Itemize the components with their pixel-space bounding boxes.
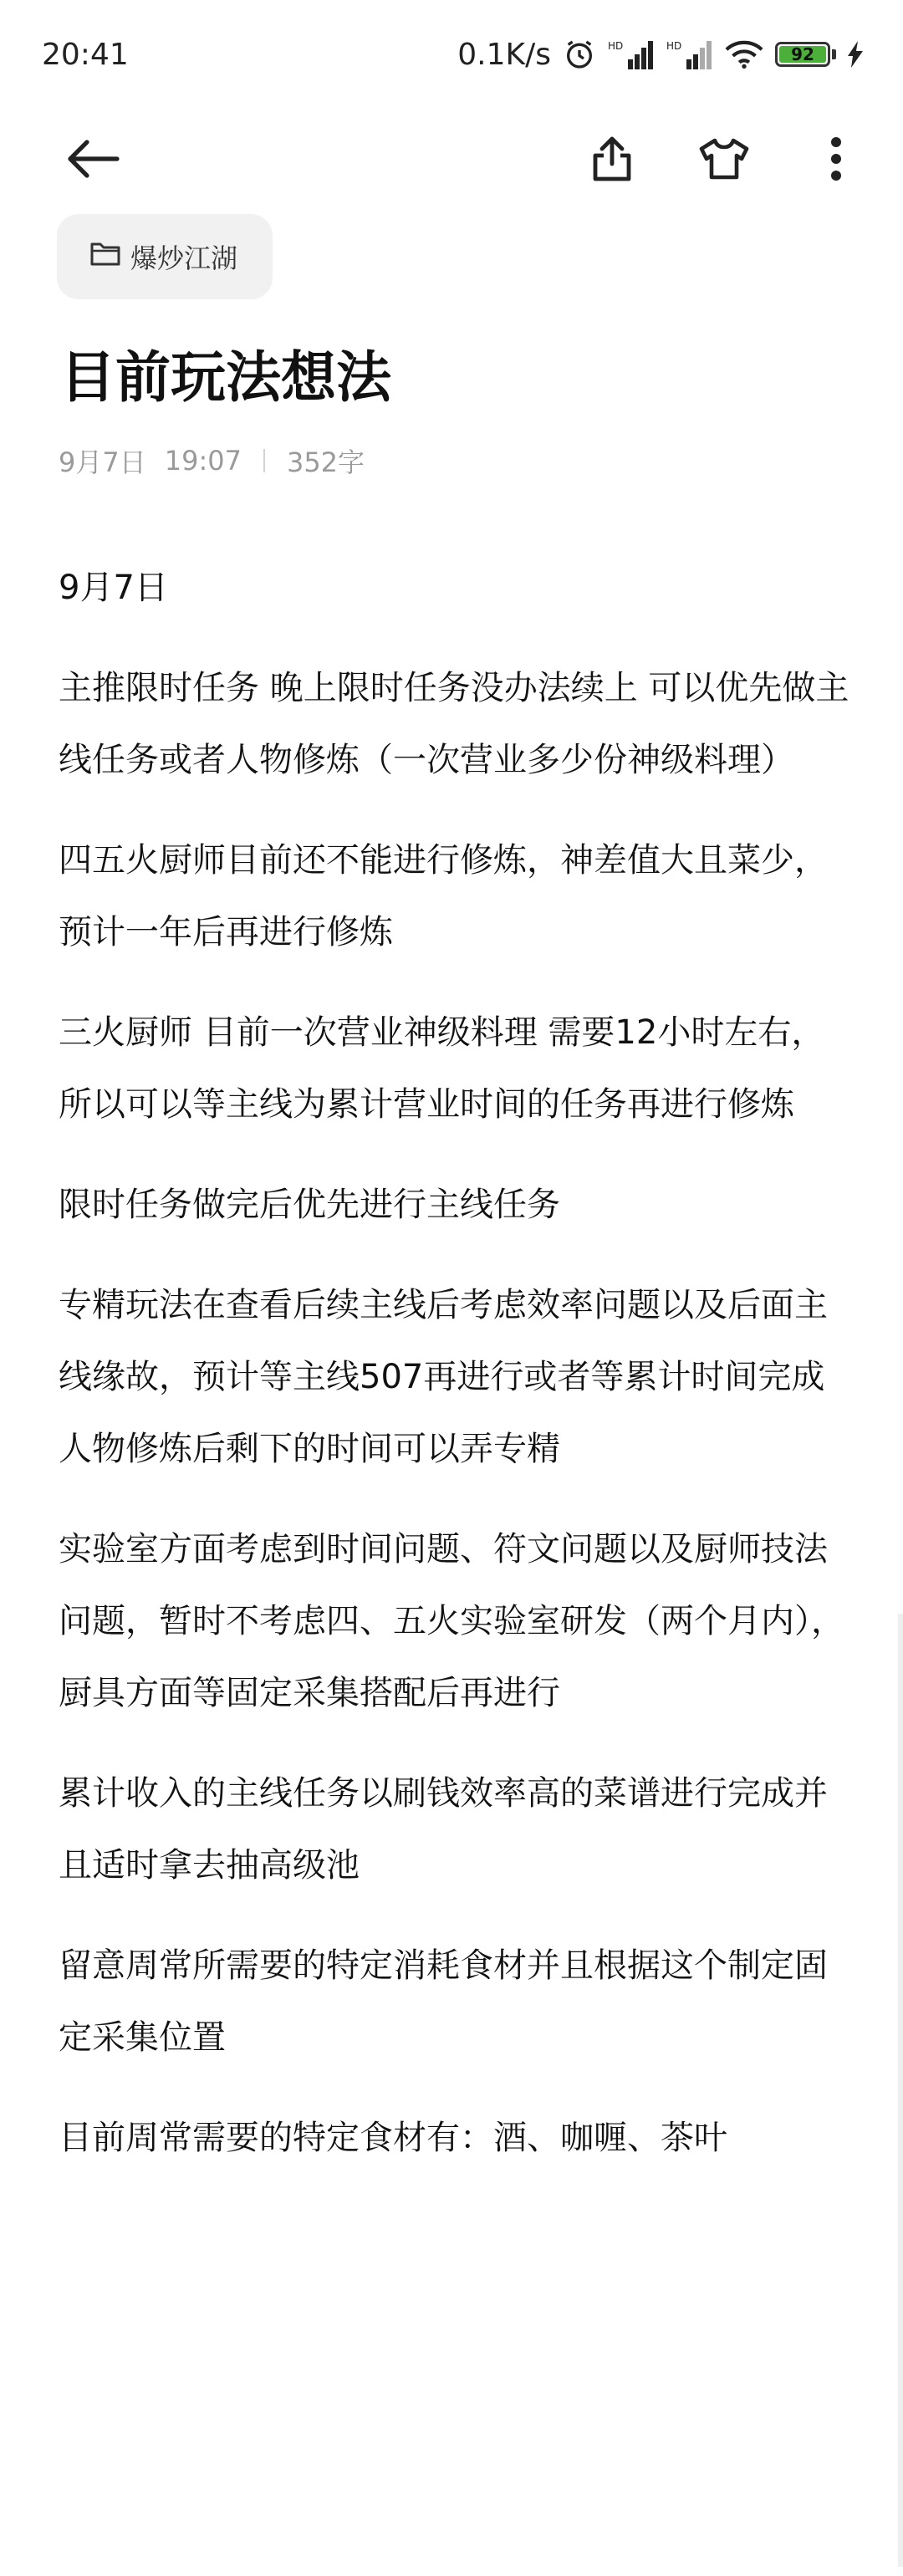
folder-icon [90,241,120,273]
note-date: 9月7日 [59,446,146,478]
svg-text:HD: HD [608,40,624,52]
note-toolbar [0,109,903,209]
note-paragraph: 专精玩法在查看后续主线后考虑效率问题以及后面主线缘故，预计等主线507再进行或者等累计时间完成人物修炼后剩下的时间可以弄专精 [59,1286,828,1468]
hd-signal-icon [666,39,713,69]
note-body[interactable] [59,552,853,2202]
svg-text:HD: HD [666,40,682,52]
wifi-icon [725,39,763,69]
note-paragraph: 主推限时任务 晚上限时任务没办法续上 可以优先做主线任务或者人物修炼（一次营业多少份神级料理） [59,669,849,779]
folder-name: 爆炒江湖 [130,242,238,274]
note-paragraph: 三火厨师 目前一次营业神级料理 需要12小时左右，所以可以等主线为累计营业时间的任务再进行修炼 [59,1013,825,1124]
note-paragraph: 限时任务做完后优先进行主线任务 [59,1186,560,1224]
note-paragraph: 目前周常需要的特定食材有：酒、咖喱、茶叶 [59,2119,727,2157]
folder-chip[interactable] [57,214,273,299]
word-count: 352字 [286,446,365,478]
network-speed: 0.1K/s [457,37,551,72]
note-paragraph: 留意周常所需要的特定消耗食材并且根据这个制定固定采集位置 [59,1946,828,2057]
battery-icon [775,42,836,67]
charging-icon [848,41,863,68]
meta-divider [263,449,265,472]
back-arrow-icon[interactable] [60,125,127,192]
scrollbar[interactable] [898,1614,903,2567]
more-vertical-icon[interactable] [803,125,870,192]
shirt-icon[interactable] [691,125,758,192]
share-icon[interactable] [579,125,645,192]
note-paragraph: 累计收入的主线任务以刷钱效率高的菜谱进行完成并且适时拿去抽高级池 [59,1774,828,1885]
alarm-icon [563,38,596,71]
note-paragraph: 实验室方面考虑到时间问题、符文问题以及厨师技法问题，暂时不考虑四、五火实验室研发（两个月内），厨具方面等固定采集搭配后再进行 [59,1530,844,1712]
hd-signal-icon [608,39,655,69]
note-time: 19:07 [164,445,242,477]
note-title[interactable]: 目前玩法想法 [60,345,391,410]
battery-level: 92 [779,46,826,63]
note-paragraph: 9月7日 [59,569,168,607]
note-paragraph: 四五火厨师目前还不能进行修炼，神差值大且菜少，预计一年后再进行修炼 [59,841,828,951]
status-time: 20:41 [42,37,129,72]
status-bar [0,0,903,109]
note-meta [59,441,365,480]
